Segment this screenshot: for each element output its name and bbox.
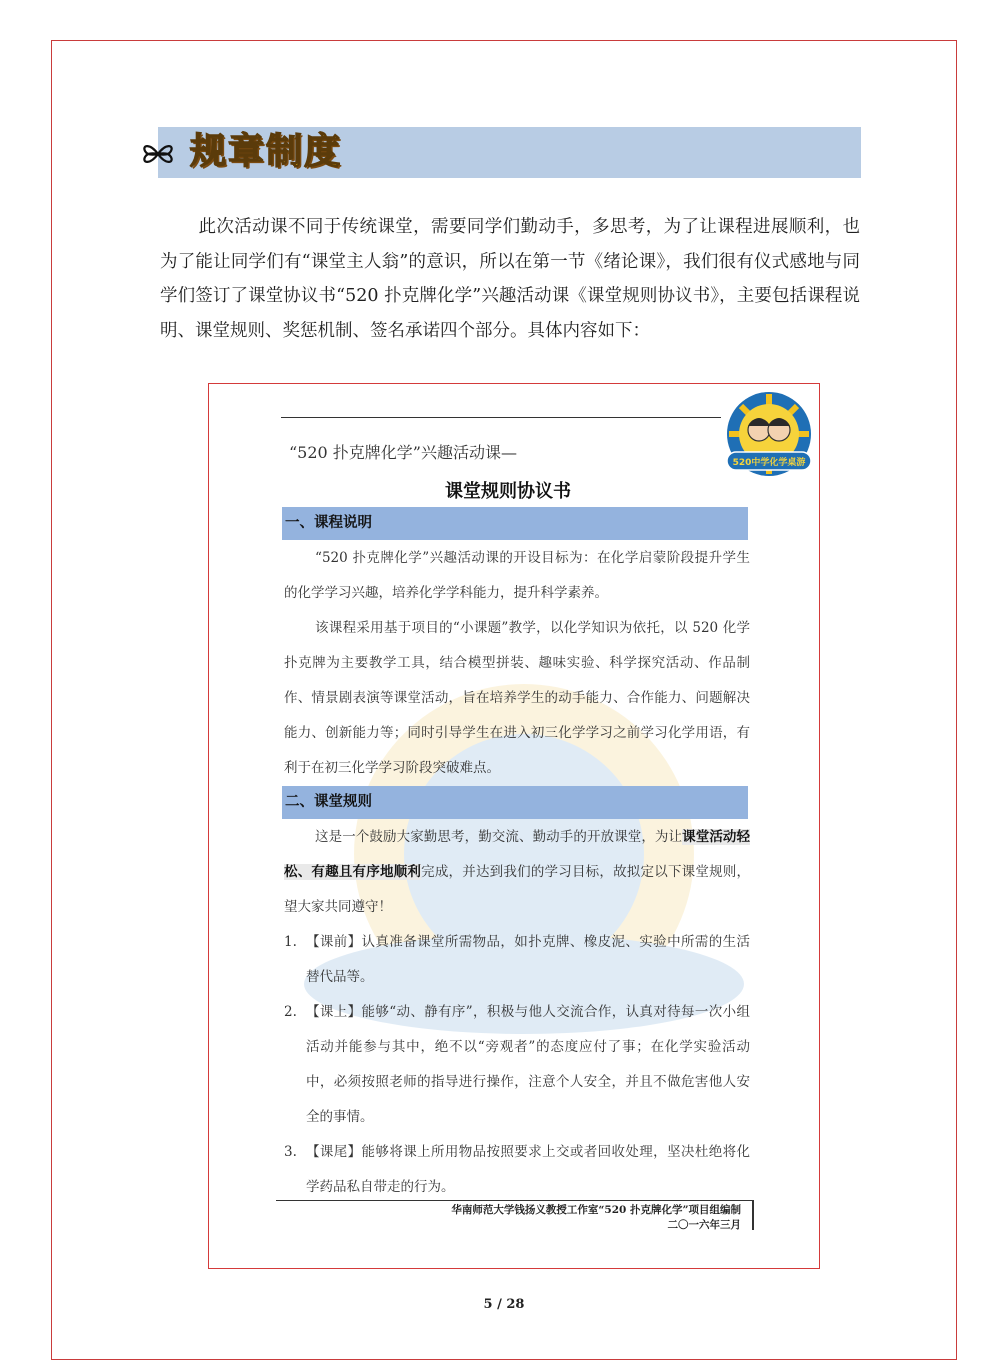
clover-bullet-icon [140,137,176,171]
rule-3-text: 【课尾】能够将课上所用物品按照要求上交或者回收处理，坚决杜绝将化学药品私自带走的行为。 [306,1144,750,1195]
intro-paragraph [160,210,860,348]
chemistry-game-logo-icon [723,390,815,482]
doc-bottom-rule [276,1200,754,1201]
rule-3-num: 3. [284,1144,297,1160]
doc-top-rule [281,417,721,418]
doc-credit-line2: 二〇一六年三月 [667,1219,741,1231]
doc-section1-body [284,541,750,786]
doc-section2-label: 二、课堂规则 [285,794,372,810]
doc-section1-p1: “520 扑克牌化学”兴趣活动课的开设目标为：在化学启蒙阶段提升学生的化学学习兴趣，培养化学学科能力，提升科学素养。 [284,550,750,601]
doc-section2-body [284,820,750,1205]
rule-item-3 [284,1135,750,1205]
doc-section2-p1-bold: 课堂活动轻松、有趣且有序地顺利 [284,829,751,880]
doc-section2-p1-a: 这是一个鼓励大家勤思考，勤交流、勤动手的开放课堂，为让 [315,829,683,845]
doc-credit [451,1203,741,1233]
doc-title-text: 课堂规则协议书 [445,481,571,502]
intro-text: 此次活动课不同于传统课堂，需要同学们勤动手，多思考，为了让课程进展顺利，也为了能让同学们有“课堂主人翁”的意识，所以在第一节《绪论课》，我们很有仪式感地与同学们签订了课堂协议书“520 扑克牌化学”兴趣活动课《课堂规则协议书》，主要包括课程说明、课堂规则、奖惩机制、签名承诺四个部分。具体内容如下： [160,217,860,341]
page-number: 5 / 28 [483,1297,525,1312]
doc-bottom-tick [752,1200,754,1230]
rule-item-2 [284,995,750,1135]
rule-2-text: 【课上】能够“动、静有序”，积极与他人交流合作，认真对待每一次小组活动并能参与其中，绝不以“旁观者”的态度应付了事；在化学实验活动中，必须按照老师的指导进行操作，注意个人安全，并且不做危害他人安全的事情。 [306,1004,750,1125]
doc-section1-label: 一、课程说明 [285,515,372,531]
doc-credit-line1: 华南师范大学钱扬义教授工作室“520 扑克牌化学”项目组编制 [451,1204,741,1216]
doc-section2-p1-b: 完成，并达到我们的学习目标，故拟定以下课堂规则，望大家共同遵守！ [284,864,751,915]
rule-1-text: 【课前】认真准备课堂所需物品，如扑克牌、橡皮泥、实验中所需的生活替代品等。 [306,934,750,985]
rule-2-num: 2. [284,1004,297,1020]
doc-section1-p2: 该课程采用基于项目的“小课题”教学，以化学知识为依托，以 520 化学扑克牌为主要教学工具，结合模型拼装、趣味实验、科学探究活动、作品制作、情景剧表演等课堂活动，旨在培养学生的动手能力、合作能力、问题解决能力、创新能力等；同时引导学生在进入初三化学学习之前学习化学用语，有利于在初三化学学习阶段突破难点。 [284,620,750,776]
section-title: 规章制度 [190,131,343,172]
agreement-document-image [208,383,820,1269]
rule-1-num: 1. [284,934,297,950]
doc-subtitle: “520 扑克牌化学”兴趣活动课— [289,443,517,462]
logo-text: 520中学化学桌游 [732,458,806,468]
doc-section2-p1 [284,820,750,925]
doc-title [209,477,815,503]
rule-item-1 [284,925,750,995]
